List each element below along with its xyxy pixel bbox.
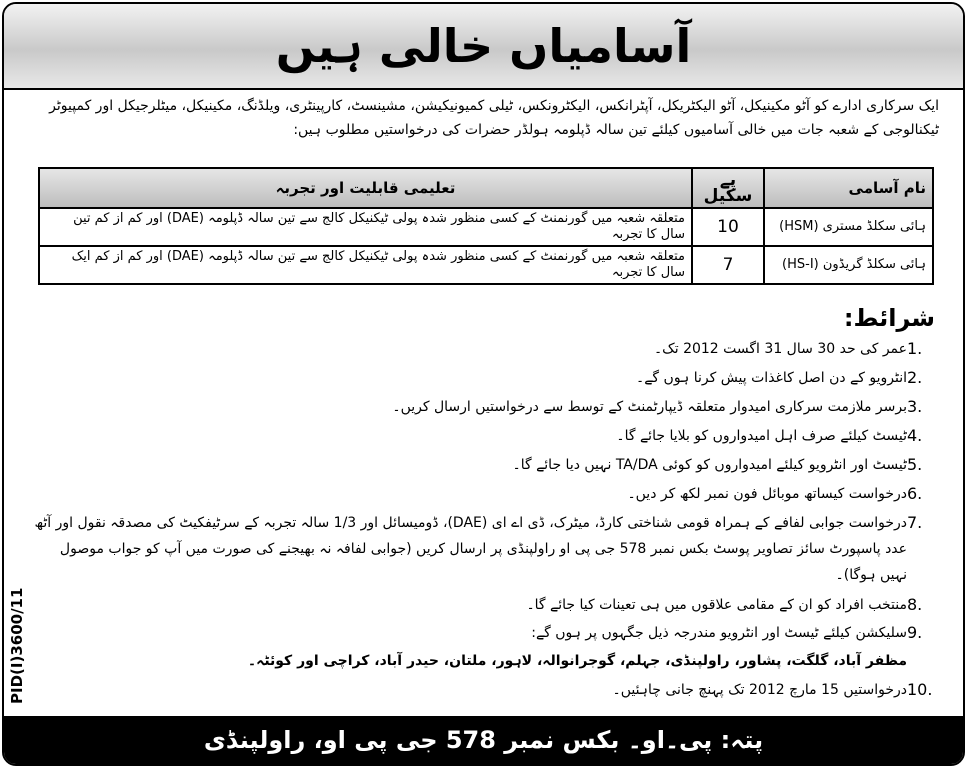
item-text: سلیکشن کیلئے ٹیسٹ اور انٹرویو مندرجہ ذیل جگہوں پر ہوں گے: [531,625,907,641]
posts-table [38,167,934,285]
list-item [34,677,939,703]
list-item [34,452,939,478]
advertisement [2,2,965,766]
qualification: متعلقہ شعبہ میں گورنمنٹ کے کسی منظور شدہ پولی ٹیکنیکل کالج سے تین سالہ ڈپلومہ (DAE) اور کم از کم ایک سال کا تجربہ [39,246,692,284]
pay-scale: 7 [692,246,764,284]
table-header [39,168,933,208]
list-item [34,423,939,449]
item-text: درخواست جوابی لفافے کے ہمراہ قومی شناختی کارڈ، میٹرک، ڈی اے ای (DAE)، ڈومیسائل اور 1/3 سالہ تجربہ کے سرٹیفکیٹ کی مصدقہ نقول اور آٹھ عدد پاسپورٹ سائز تصاویر پوسٹ بکس نمبر 578 جی پی او راولپنڈی پر ارسال کریں (جوابی لفافہ نہ بھیجنے کی صورت میں آپ کو جواب موصول نہیں ہوگا)۔ [34,515,907,583]
list-item [34,365,939,391]
test-cities: مظفر آباد، گلگت، پشاور، راولپنڈی، جہلم، گوجرانوالہ، لاہور، ملتان، حیدر آباد، کراچی اور کوئٹہ۔ [247,653,907,669]
list-item [34,510,939,588]
item-number: 7. [907,513,923,532]
item-text: ٹیسٹ کیلئے صرف اہل امیدواروں کو بلایا جائے گا۔ [616,428,907,444]
intro-text: ایک سرکاری ادارے کو آٹو مکینیکل، آٹو الیکٹریکل، آپٹرانکس، الیکٹرونکس، ٹیلی کمیونیکیشن، مشینسٹ، کارپینٹری، ویلڈنگ، مکینیکل، میٹلرجیکل اور کمپیوٹر ٹیکنالوجی کے شعبہ جات میں خالی آسامیوں کیلئے تین سالہ ڈپلومہ ہولڈر حضرات کی درخواستیں مطلوب ہیں: [49,98,939,138]
table-row [39,246,933,284]
list-item [34,592,939,618]
table-row [39,208,933,246]
post-name: ہائی سکلڈ گریڈون (HS-I) [764,246,933,284]
header-post-name: نام آسامی [764,168,933,208]
item-number: 2. [907,368,923,387]
pay-scale: 10 [692,208,764,246]
page-title: آسامیاں خالی ہیں [275,19,692,73]
list-item [34,481,939,507]
address-footer [4,716,963,764]
item-text: درخواستیں 15 مارچ 2012 تک پہنچ جانی چاہئیں۔ [612,682,907,698]
list-item [34,336,939,362]
header-qualification: تعلیمی قابلیت اور تجربہ [39,168,692,208]
header-pay-scale: پے سکیل [692,168,764,208]
item-number: 1. [907,339,923,358]
post-name: ہائی سکلڈ مستری (HSM) [764,208,933,246]
title-banner [4,4,963,90]
conditions-heading: شرائط: [843,304,935,332]
item-number: 10. [907,680,933,699]
item-text: عمر کی حد 30 سال 31 اگست 2012 تک۔ [653,341,907,357]
item-number: 5. [907,455,923,474]
item-text: برسر ملازمت سرکاری امیدوار متعلقہ ڈیپارٹمنٹ کے توسط سے درخواستیں ارسال کریں۔ [392,399,907,415]
item-text: انٹرویو کے دن اصل کاغذات پیش کرنا ہوں گے۔ [636,370,907,386]
item-number: 9. [907,623,923,642]
list-item [34,394,939,420]
item-number: 6. [907,484,923,503]
item-text: منتخب افراد کو ان کے مقامی علاقوں میں ہی تعینات کیا جائے گا۔ [526,597,907,613]
item-number: 8. [907,595,923,614]
item-text: درخواست کیساتھ موبائل فون نمبر لکھ کر دیں۔ [627,486,907,502]
qualification: متعلقہ شعبہ میں گورنمنٹ کے کسی منظور شدہ پولی ٹیکنیکل کالج سے تین سالہ ڈپلومہ (DAE) اور کم از کم تین سال کا تجربہ [39,208,692,246]
item-number: 4. [907,426,923,445]
item-text: ٹیسٹ اور انٹرویو کیلئے امیدواروں کو کوئی TA/DA نہیں دیا جائے گا۔ [512,457,907,473]
address-text: پتہ: پی۔او۔ بکس نمبر 578 جی پی او، راولپنڈی [203,726,764,754]
pid-code: PID(I)3600/11 [8,587,26,704]
list-item [34,620,939,646]
item-number: 3. [907,397,923,416]
